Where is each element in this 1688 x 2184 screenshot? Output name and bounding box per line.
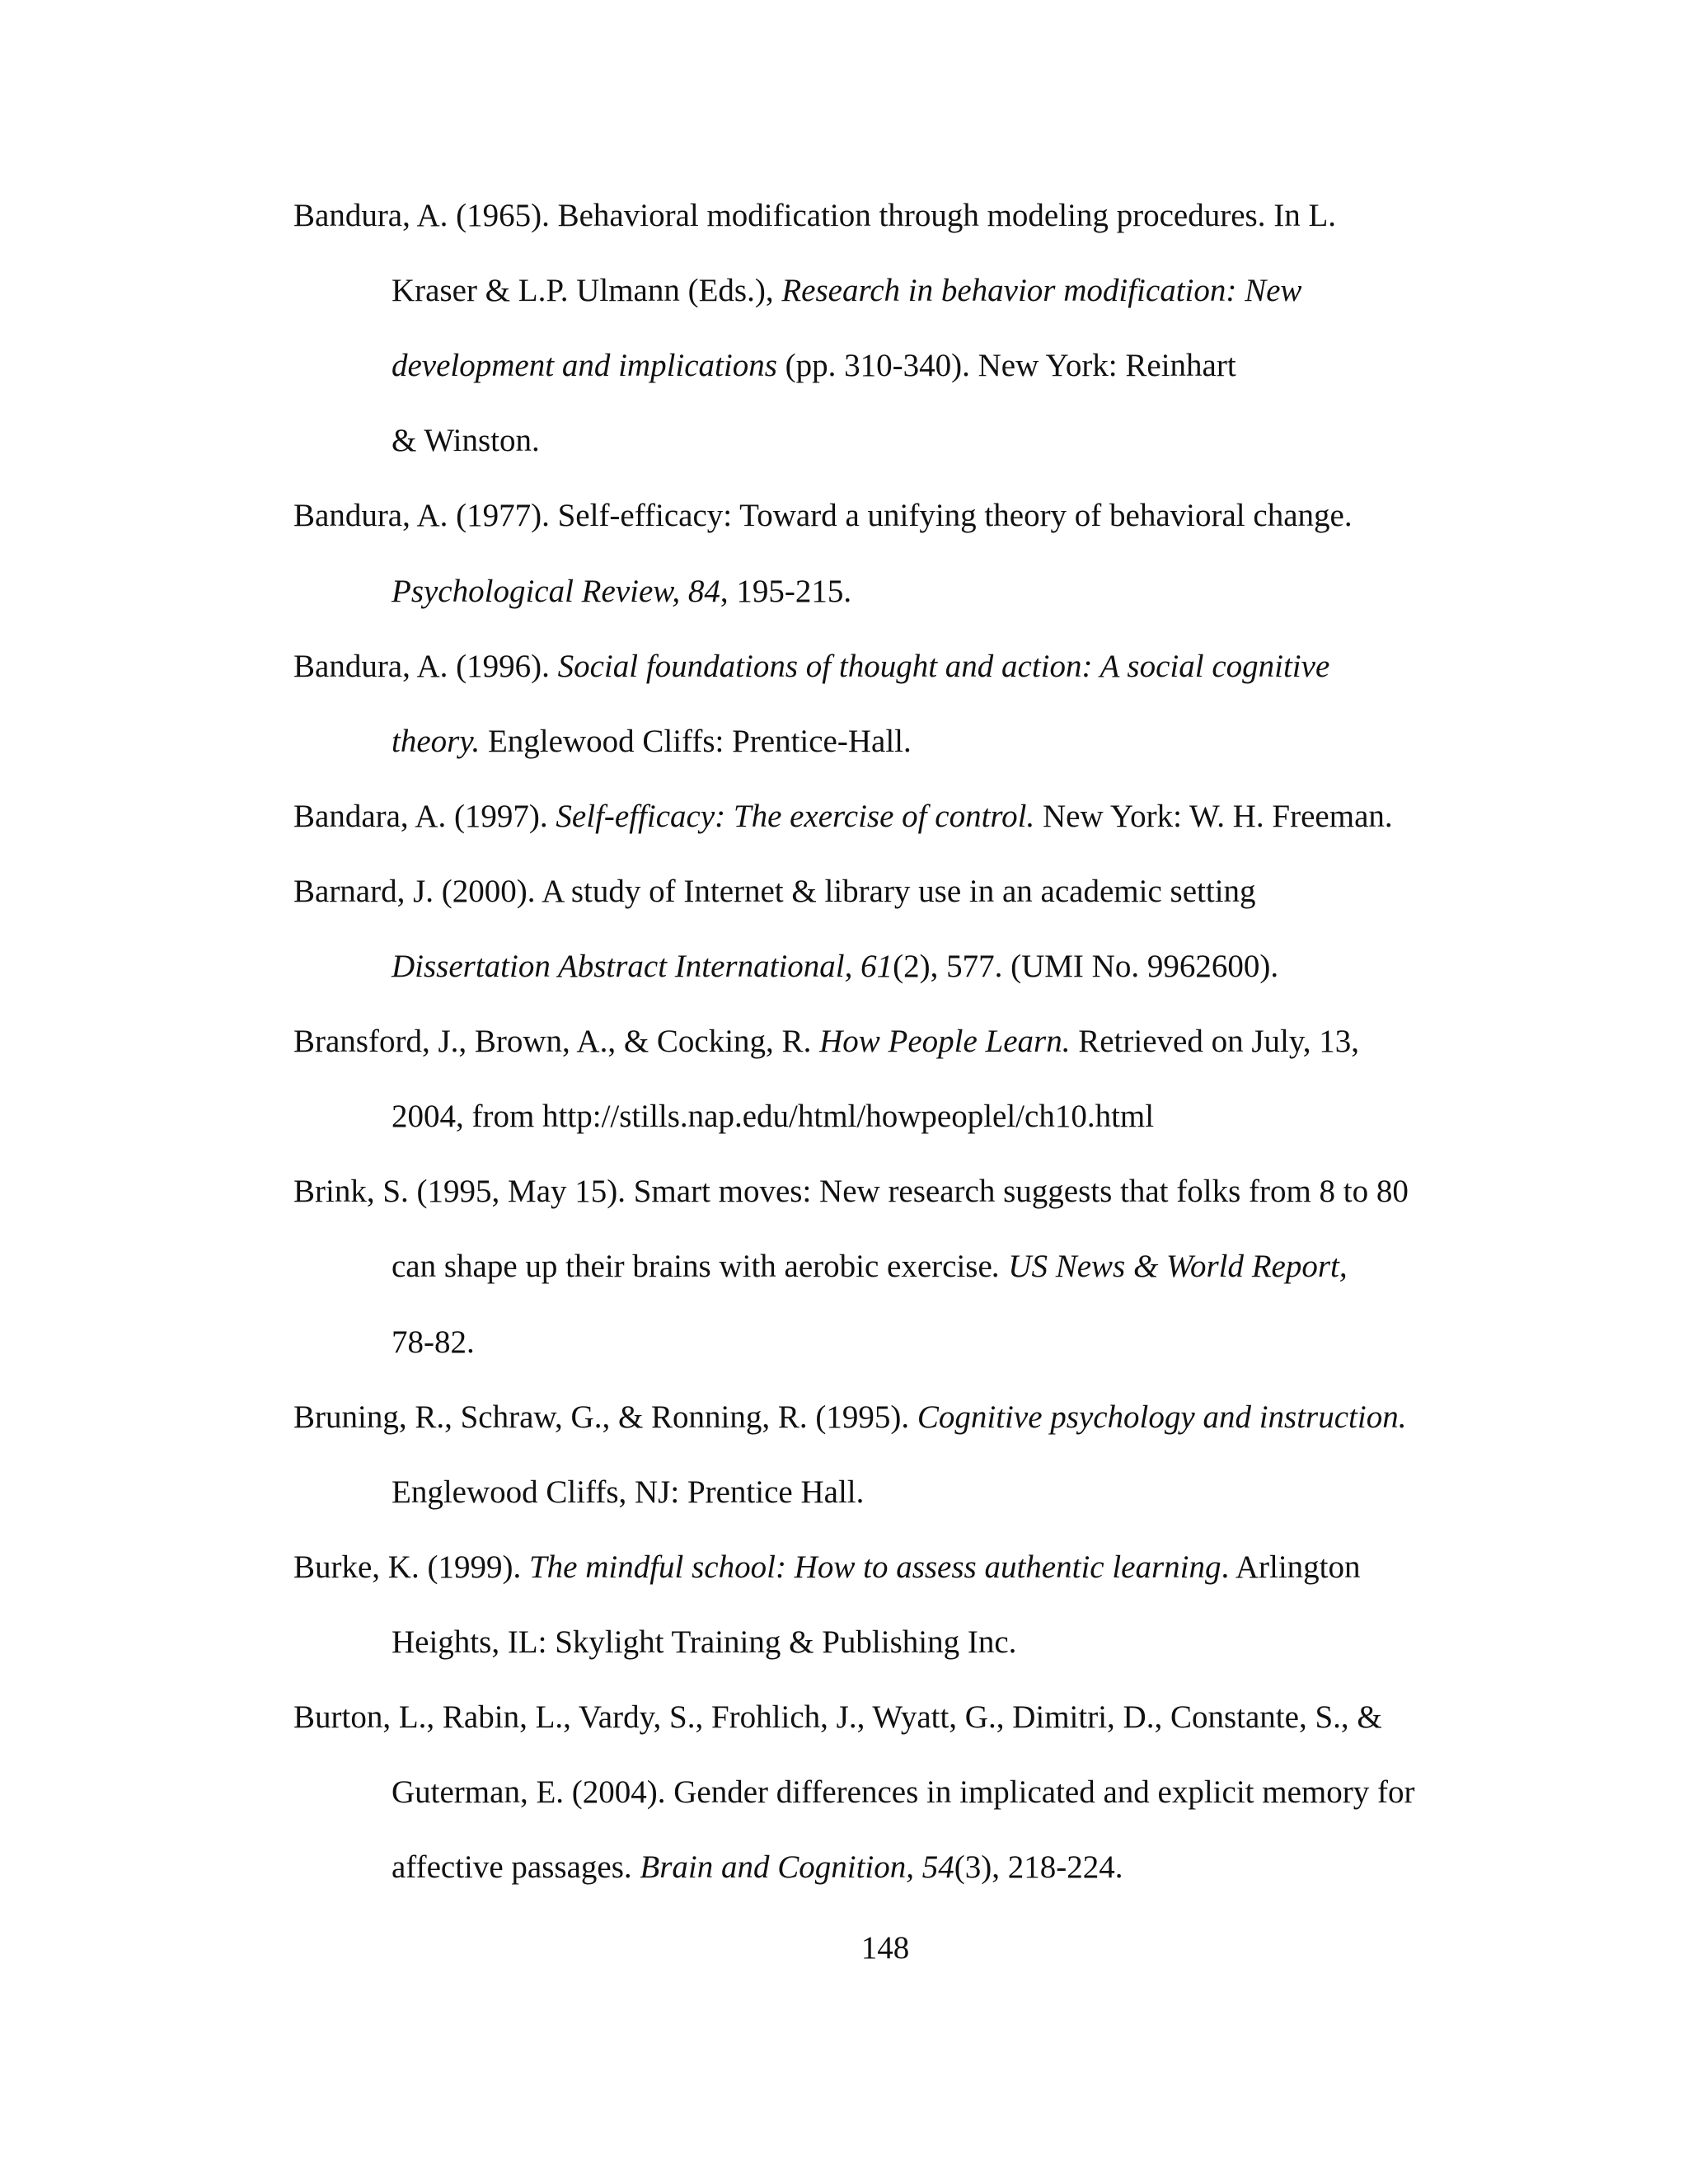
reference-text: New York: W. H. Freeman. [1034,799,1393,834]
reference-entry-continuation-line [392,1323,475,1362]
reference-entry-continuation-line [392,722,912,762]
reference-italic-text: Psychological Review, 84 [392,574,720,609]
reference-entry-continuation-line [392,572,851,612]
reference-text: & Winston. [392,423,540,458]
reference-italic-text: Research in behavior modification: New [781,273,1302,308]
reference-text: 78-82. [392,1324,475,1360]
reference-italic-text: theory. [392,724,481,759]
reference-text: Heights, IL: Skylight Training & Publishing Inc. [392,1624,1017,1660]
reference-text: Bandura, A. (1996). [293,649,558,684]
reference-entry-continuation-line [392,1473,864,1512]
reference-italic-text: Cognitive psychology and instruction. [917,1399,1407,1435]
reference-text: Kraser & L.P. Ulmann (Eds.), [392,273,782,308]
reference-text: Brink, S. (1995, May 15). Smart moves: New research suggests that folks from 8 to 80 [293,1174,1409,1209]
reference-entry-continuation-line [392,1247,1348,1286]
reference-entry-continuation-line [392,1773,1414,1812]
reference-italic-text: The mindful school: How to assess authentic learning [528,1549,1221,1585]
reference-text: Bransford, J., Brown, A., & Cocking, R. [293,1024,820,1059]
reference-entry-continuation-line [392,1848,1123,1887]
reference-entry-first-line [293,1398,1406,1437]
reference-text: Burton, L., Rabin, L., Vardy, S., Frohlich, J., Wyatt, G., Dimitri, D., Constante, S., & [293,1699,1382,1735]
reference-text: affective passages. [392,1849,640,1885]
reference-entry-first-line [293,496,1353,536]
reference-entry-first-line [293,872,1256,912]
reference-italic-text: . US News & World Report, [992,1249,1348,1284]
reference-text: can shape up their brains with aerobic exercise [392,1249,992,1284]
reference-italic-text: Self-efficacy: The exercise of control. [556,799,1035,834]
reference-text: Barnard, J. (2000). A study of Internet & library use in an academic setting [293,874,1256,909]
reference-italic-text: Dissertation Abstract International, 61 [392,949,893,984]
reference-entry-continuation-line [392,1623,1016,1662]
reference-entry-first-line [293,1172,1409,1212]
reference-entry-first-line [293,1548,1361,1587]
reference-entry-continuation-line [392,346,1236,386]
reference-italic-text: development and implications [392,348,777,383]
reference-text: (2), 577. (UMI No. 9962600). [893,949,1279,984]
reference-entry-continuation-line [392,1097,1154,1137]
reference-text: Englewood Cliffs: Prentice-Hall. [480,724,912,759]
reference-text: Burke, K. (1999). [293,1549,529,1585]
reference-text: Bruning, R., Schraw, G., & Ronning, R. (1995). [293,1399,917,1435]
reference-italic-text: Social foundations of thought and action: A social cognitive [557,649,1330,684]
reference-entry-continuation-line [392,271,1301,311]
reference-text: , 195-215. [720,574,852,609]
reference-text: (pp. 310-340). New York: Reinhart [776,348,1236,383]
page-number: 148 [860,1930,910,1966]
reference-text: (3), 218-224. [954,1849,1123,1885]
reference-entry-continuation-line [392,421,540,461]
reference-entry-first-line [293,1698,1382,1737]
reference-entry-first-line [293,797,1393,837]
reference-text: 2004, from http://stills.nap.edu/html/howpeoplel/ch10.html [392,1099,1155,1134]
reference-text: Bandara, A. (1997). [293,799,556,834]
reference-text: . Arlington [1221,1549,1361,1585]
reference-italic-text: Brain and Cognition, 54 [640,1849,954,1885]
reference-text: Guterman, E. (2004). Gender differences in implicated and explicit memory for [392,1774,1415,1810]
reference-text: Bandura, A. (1965). Behavioral modification through modeling procedures. In L. [293,198,1337,233]
reference-entry-continuation-line [392,947,1278,987]
reference-italic-text: How People Learn. [819,1024,1071,1059]
reference-entry-first-line [293,1022,1359,1062]
reference-text: Retrieved on July, 13, [1070,1024,1360,1059]
reference-text: Englewood Cliffs, NJ: Prentice Hall. [392,1474,865,1510]
reference-entry-first-line [293,647,1329,687]
reference-entry-first-line [293,196,1336,236]
reference-text: Bandura, A. (1977). Self-efficacy: Toward a unifying theory of behavioral change. [293,498,1353,533]
